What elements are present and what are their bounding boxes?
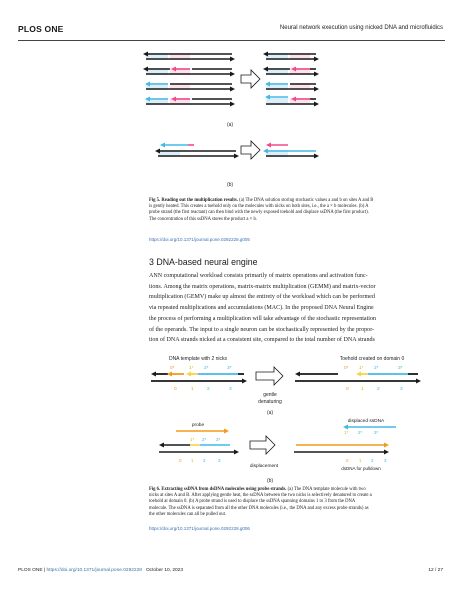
fig5-label-a: (a) (226, 122, 234, 128)
domain-label: 1 (191, 458, 194, 463)
domain-label: 3* (216, 437, 221, 442)
fig6-doi-link[interactable]: https://doi.org/10.1371/journal.pone.0292228.g006 (149, 526, 250, 531)
figure-6-diagram (146, 352, 436, 485)
fig5-caption-line: (a) The DNA solution storing stochastic values a and b on sites A and B (239, 198, 374, 203)
domain-label: 1* (344, 430, 349, 435)
domain-label: 0 (179, 458, 182, 463)
domain-label: 3 (218, 458, 221, 463)
fig6-label-a: (a) (266, 410, 274, 416)
pulldown-label: dsDNA for pulldown (341, 466, 381, 471)
footer-journal: PLOS ONE (18, 568, 43, 573)
header-divider (18, 40, 445, 41)
paragraph-line: tions. Among the matrix operations, matrix-matrix multiplication (GEMM) and matrix-vector (149, 283, 376, 290)
fig6-label-b: (b) (266, 478, 274, 484)
paragraph-line: tion of DNA strands nicked at a consistent site, compared to the total number of DNA strands (149, 337, 375, 344)
domain-label: 2* (374, 366, 379, 371)
domain-label: 3* (374, 430, 379, 435)
domain-label: 3* (398, 366, 403, 371)
toehold-label: Toehold created on domain 0 (339, 356, 405, 362)
fig5-caption-line: probe strand (the first reactant) can then bind with the newly exposed toehold and displace ssDNA (the first product). (149, 210, 369, 216)
fig5b-molecules (155, 141, 319, 159)
fig6a-template-right (295, 365, 421, 392)
domain-label: 3* (227, 366, 232, 371)
domain-label: 2 (377, 387, 380, 392)
fig6-caption-line: the other molecules can all be pulled out. (149, 511, 227, 517)
page-number: 12 / 27 (428, 568, 443, 573)
fig6-caption-line: (a) The DNA template molecule with two (287, 487, 366, 492)
section-heading: 3 DNA-based neural engine (149, 257, 258, 267)
fig6-caption-line: toehold at domain 0. (b) A probe strand is used to displace the ssDNA spanning domains 1 to 3 from the DNA (149, 499, 356, 505)
domain-label: 2 (371, 458, 374, 463)
fig5-caption-line: The concentration of this ssDNA stores the product a × b. (149, 216, 257, 222)
fig5a-left-molecules (143, 52, 235, 107)
displaced-ssdna-label: displaced ssDNA (347, 419, 385, 424)
page-footer (18, 568, 183, 573)
paragraph-line: the process of performing a multiplication will take advantage of the stochastic representation (149, 315, 377, 322)
section-paragraph (149, 271, 441, 346)
fig6b-left (159, 429, 239, 464)
domain-label: 2 (203, 458, 206, 463)
domain-label: 3 (400, 387, 403, 392)
domain-label: 1 (359, 458, 362, 463)
footer-date: October 10, 2023 (145, 568, 184, 573)
journal-name: PLOS ONE (18, 24, 64, 34)
domain-label: 1* (189, 366, 194, 371)
gentle-label: gentle (263, 392, 277, 398)
process-arrow-icon (241, 70, 260, 88)
running-title: Neural network execution using nicked DNA and microfluidics (279, 25, 443, 31)
domain-label: 1 (191, 387, 194, 392)
domain-label: 0 (346, 458, 349, 463)
domain-label: 0 (174, 387, 177, 392)
paragraph-line: via repeated multiplications and accumulations (MAC). In the proposed DNA Neural Engine (149, 305, 374, 312)
fig6a-template-left (151, 365, 247, 392)
domain-label: 0* (344, 366, 349, 371)
domain-label: 2 (207, 387, 210, 392)
process-arrow-icon (250, 436, 275, 454)
fig6-caption-title: Fig 6. Extracting ssDNA from dsDNA molecules using probe strands. (149, 487, 287, 492)
domain-label: 0* (170, 366, 175, 371)
domain-label: 2* (358, 430, 363, 435)
paragraph-line: of the operands. The input to a single neuron can be stochastically represented by the propor- (149, 326, 375, 333)
paragraph-line: ANN computational workload consists primarily of matrix operations and activation func- (149, 273, 368, 279)
fig6b-right (294, 425, 396, 464)
fig6-caption-line: molecule. The ssDNA is separated from all the other DNA molecules (i.e., the DNA and any excess probe strands) as (149, 505, 369, 511)
domain-label: 2* (202, 437, 207, 442)
paragraph-line: multiplication (GEMV) make up almost the entirety of the workload which can be performed (149, 294, 375, 301)
displacement-label: displacement (249, 464, 279, 469)
fig6-caption-line: nicks at sites A and B. After applying gentle heat, the ssDNA between the two nicks is selectively denatured to create a (149, 493, 372, 499)
probe-label: probe (191, 423, 205, 428)
fig5-label-b: (b) (226, 182, 234, 188)
footer-separator: | (42, 568, 47, 573)
figure-5-diagram (140, 46, 320, 196)
domain-label: 3 (229, 387, 232, 392)
fig5a-right-molecules (263, 52, 319, 107)
domain-label: 0 (346, 387, 349, 392)
domain-label: 1 (361, 387, 364, 392)
fig5-caption-line: is gently heated. This creates a toehold only on the molecules with nicks on both sites, i.e., the a × b molecules. (b) A (149, 204, 369, 210)
denaturing-label: denaturing (258, 399, 282, 405)
fig5-doi-link[interactable]: https://doi.org/10.1371/journal.pone.0292228.g005 (149, 237, 250, 242)
domain-label: 2* (204, 366, 209, 371)
domain-label: 1* (359, 366, 364, 371)
domain-label: 3 (384, 458, 387, 463)
template-label: DNA template with 2 nicks (168, 356, 228, 362)
figure-5-caption (149, 198, 429, 223)
process-arrow-icon (241, 141, 260, 159)
footer-doi-link[interactable]: https://doi.org/10.1371/journal.pone.0292228 (46, 568, 142, 573)
domain-label: 1* (190, 437, 195, 442)
fig5-caption-title: Fig 5. Reading out the multiplication results. (149, 198, 238, 203)
process-arrow-icon (256, 367, 283, 385)
figure-6-caption (149, 487, 431, 518)
